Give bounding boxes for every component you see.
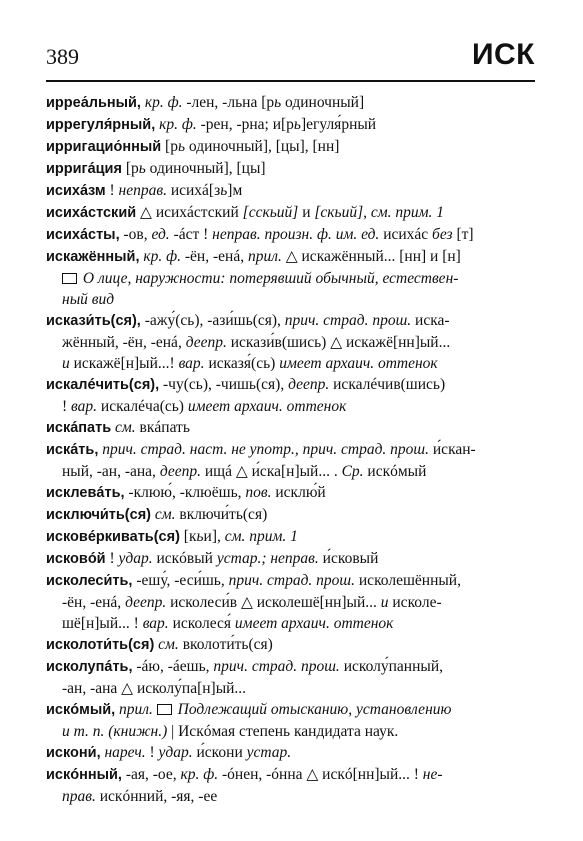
dictionary-entry bbox=[46, 202, 539, 224]
headword: искони́, bbox=[46, 745, 101, 761]
entry-list bbox=[46, 92, 539, 807]
grammar-note: ед. bbox=[151, 226, 170, 243]
entry-line bbox=[46, 699, 539, 721]
entry-line bbox=[46, 396, 539, 417]
entry-line bbox=[46, 786, 539, 807]
headword: искажённый, bbox=[46, 249, 140, 265]
page-header bbox=[46, 38, 535, 78]
grammar-note: ь bbox=[334, 204, 342, 221]
entry-text: включи́ть(ся) bbox=[175, 506, 268, 523]
entry-text: -áст ! bbox=[169, 226, 213, 243]
grammar-note: имеет архаич. оттенок bbox=[234, 615, 394, 632]
grammar-note: кр. ф. bbox=[180, 766, 219, 783]
grammar-note: не- bbox=[422, 766, 443, 783]
grammar-note: вар. bbox=[178, 355, 205, 372]
entry-line bbox=[46, 417, 539, 439]
grammar-note: удар. bbox=[118, 550, 153, 567]
grammar-note: см. bbox=[154, 636, 179, 653]
entry-text: ! bbox=[145, 744, 159, 761]
entry-text: исказя́(сь) bbox=[204, 355, 280, 372]
entry-line bbox=[46, 180, 539, 202]
grammar-note: см. bbox=[150, 506, 176, 523]
entry-text: -óнен, -óнна △ искó[нн]ый... ! bbox=[218, 766, 423, 783]
entry-text: -чу(сь), -чишь(ся), bbox=[159, 376, 289, 393]
headword: исклевáть, bbox=[46, 485, 125, 501]
meaning-box-icon bbox=[157, 704, 172, 715]
section-heading: ИСК bbox=[471, 38, 535, 71]
entry-text: -ан, -ана △ исколу́па[н]ый... bbox=[62, 680, 247, 697]
entry-text: -ов, bbox=[119, 226, 152, 243]
headword: ирригáция bbox=[46, 161, 122, 177]
grammar-note: ный вид bbox=[62, 291, 115, 308]
dictionary-entry bbox=[46, 526, 539, 548]
entry-line bbox=[46, 482, 539, 504]
entry-text: одиночный], [цы], [нн] bbox=[185, 138, 340, 155]
entry-text: -áю, -áешь, bbox=[132, 658, 214, 675]
dictionary-entry bbox=[46, 656, 539, 699]
entry-text: исколеси́в △ исколешё[нн]ый... bbox=[166, 594, 381, 611]
grammar-note: ь bbox=[177, 138, 186, 155]
grammar-note: [сск bbox=[242, 204, 270, 221]
headword: исихáсты, bbox=[46, 227, 120, 243]
entry-line bbox=[46, 742, 539, 764]
dictionary-entry bbox=[46, 634, 539, 656]
headword: искóнный, bbox=[46, 767, 122, 783]
entry-line bbox=[46, 136, 539, 158]
headword: исколоти́ть(ся) bbox=[46, 637, 155, 653]
dictionary-entry bbox=[46, 548, 539, 570]
grammar-note: ий], см. прим. 1 bbox=[341, 204, 445, 221]
grammar-note: кр. ф. bbox=[140, 94, 183, 111]
entry-text: исихáс bbox=[379, 226, 433, 243]
entry-line bbox=[46, 613, 539, 634]
headword: исихáзм bbox=[46, 183, 106, 199]
entry-line bbox=[46, 310, 539, 332]
dictionary-entry bbox=[46, 136, 539, 158]
entry-text: ищá △ и́ска[н]ый... . bbox=[200, 463, 342, 480]
entry-text: искази́в(шись) △ искажё[нн]ый... bbox=[226, 334, 451, 351]
grammar-note: см. bbox=[111, 419, 136, 436]
headword: исколеси́ть, bbox=[46, 573, 133, 589]
entry-text: [к bbox=[179, 528, 197, 545]
entry-text: исколешённый, bbox=[355, 572, 461, 589]
dictionary-entry bbox=[46, 417, 539, 439]
entry-text: и bbox=[298, 204, 315, 221]
headword: исковéркивать(ся) bbox=[46, 529, 180, 545]
entry-text: и́скан- bbox=[429, 441, 476, 458]
grammar-note: нареч. bbox=[100, 744, 146, 761]
dictionary-entry bbox=[46, 180, 539, 202]
entry-text: ! bbox=[105, 550, 119, 567]
headword: искалéчить(ся), bbox=[46, 377, 160, 393]
headword: искáть, bbox=[46, 442, 99, 458]
entry-text: одиночный] bbox=[281, 94, 365, 111]
header-rule bbox=[46, 80, 535, 82]
entry-line bbox=[46, 439, 539, 461]
dictionary-entry bbox=[46, 224, 539, 246]
grammar-note: ь bbox=[220, 182, 228, 199]
grammar-note: неправ. произн. ф. им. ед. bbox=[212, 226, 380, 243]
grammar-note: ь bbox=[274, 94, 282, 111]
page-number: 389 bbox=[46, 44, 79, 69]
grammar-note: и bbox=[380, 594, 389, 611]
headword: искази́ть(ся), bbox=[46, 313, 141, 329]
entry-text: -ён, -енá, bbox=[181, 248, 248, 265]
entry-line bbox=[46, 570, 539, 592]
dictionary-entry bbox=[46, 699, 539, 742]
grammar-note: О лице, наружности: потерявший обычный, естествен- bbox=[79, 270, 459, 287]
grammar-note: пов. bbox=[245, 484, 272, 501]
entry-line bbox=[46, 374, 539, 396]
entry-text: искажё[н]ый...! bbox=[69, 355, 179, 372]
grammar-note: деепр. bbox=[185, 334, 227, 351]
dictionary-entry bbox=[46, 482, 539, 504]
grammar-note: прич. страд. наст. не употр., прич. страд. прош. bbox=[98, 441, 430, 458]
entry-line bbox=[46, 202, 539, 224]
entry-text: -ён, -енá, bbox=[62, 594, 126, 611]
grammar-note: деепр. bbox=[125, 594, 167, 611]
entry-text: △ искажённый... [нн] и [н] bbox=[281, 248, 461, 265]
entry-text: искóмый bbox=[363, 463, 427, 480]
entry-text: -ажу́(сь), -ази́шь(ся), bbox=[140, 312, 285, 329]
entry-text: иска- bbox=[411, 312, 450, 329]
grammar-note: удар. bbox=[158, 744, 193, 761]
grammar-note: без bbox=[432, 226, 453, 243]
grammar-note: и bbox=[62, 355, 70, 372]
dictionary-entry bbox=[46, 439, 539, 482]
entry-text: одиночный], [цы] bbox=[145, 160, 266, 177]
dictionary-entry bbox=[46, 158, 539, 180]
meaning-box-icon bbox=[62, 273, 77, 284]
grammar-note: прав. bbox=[62, 788, 96, 805]
entry-text: [р bbox=[121, 160, 139, 177]
entry-text: [р bbox=[161, 138, 178, 155]
entry-text: искалéчив(шись) bbox=[329, 376, 446, 393]
grammar-note: прил. bbox=[247, 248, 282, 265]
entry-text: вкáпать bbox=[135, 419, 190, 436]
entry-line bbox=[46, 289, 539, 310]
entry-text: ]егуля́рный bbox=[300, 116, 377, 133]
entry-line bbox=[46, 224, 539, 246]
grammar-note: устар. bbox=[246, 744, 292, 761]
entry-text: жённый, -ён, -енá, bbox=[62, 334, 186, 351]
entry-text: △ исихáстский bbox=[136, 204, 243, 221]
grammar-note: ий] bbox=[276, 204, 299, 221]
grammar-note: неправ. bbox=[118, 182, 167, 199]
grammar-note: и т. п. (книжн.) bbox=[62, 723, 168, 740]
entry-line bbox=[46, 158, 539, 180]
entry-text: ! bbox=[62, 398, 72, 415]
dictionary-entry bbox=[46, 570, 539, 634]
entry-text: исколу́панный, bbox=[339, 658, 443, 675]
entry-line bbox=[46, 678, 539, 699]
entry-text: исколеся́ bbox=[168, 615, 235, 632]
entry-line bbox=[46, 114, 539, 136]
entry-line bbox=[46, 504, 539, 526]
entry-line bbox=[46, 656, 539, 678]
headword: ирреа́льный, bbox=[46, 95, 141, 111]
entry-text: искалéча(сь) bbox=[97, 398, 188, 415]
entry-text: ный, -ан, -ана, bbox=[62, 463, 160, 480]
entry-text: вколоти́ть(ся) bbox=[178, 636, 273, 653]
entry-text: искóвый bbox=[152, 550, 217, 567]
entry-line bbox=[46, 92, 539, 114]
headword: иррегуля́рный, bbox=[46, 117, 156, 133]
grammar-note: прич. страд. прош. bbox=[213, 658, 340, 675]
entry-line bbox=[46, 592, 539, 613]
entry-line bbox=[46, 721, 539, 742]
entry-text: ! bbox=[105, 182, 119, 199]
entry-line bbox=[46, 353, 539, 374]
entry-line bbox=[46, 548, 539, 570]
entry-text: искóнний, -яя, -ее bbox=[95, 788, 218, 805]
entry-text: и], bbox=[203, 528, 225, 545]
dictionary-entry bbox=[46, 504, 539, 526]
dictionary-entry bbox=[46, 374, 539, 417]
entry-text: исклю́й bbox=[271, 484, 326, 501]
entry-text: -рен, -рна; и[р bbox=[196, 116, 294, 133]
entry-text: [т] bbox=[452, 226, 474, 243]
headword: исключи́ть(ся) bbox=[46, 507, 151, 523]
entry-text: шё[н]ый... ! bbox=[62, 615, 143, 632]
entry-text: -лен, -льна [р bbox=[182, 94, 275, 111]
dictionary-entry bbox=[46, 742, 539, 764]
entry-text: ]м bbox=[227, 182, 243, 199]
grammar-note: прич. страд. прош. bbox=[284, 312, 412, 329]
entry-text: | Искóмая степень кандидата наук. bbox=[167, 723, 399, 740]
grammar-note: см. прим. 1 bbox=[224, 528, 298, 545]
entry-text: -ешу́, -еси́шь, bbox=[132, 572, 229, 589]
entry-line bbox=[46, 634, 539, 656]
entry-line bbox=[46, 268, 539, 289]
grammar-note: кр. ф. bbox=[139, 248, 182, 265]
grammar-note: Подлежащий отысканию, установлению bbox=[173, 701, 452, 718]
headword: исколупáть, bbox=[46, 659, 133, 675]
grammar-note: вар. bbox=[71, 398, 98, 415]
entry-text: -клюю́, -клюёшь, bbox=[124, 484, 246, 501]
entry-line bbox=[46, 246, 539, 268]
grammar-note: Ср. bbox=[341, 463, 364, 480]
headword: ирригацио́нный bbox=[46, 139, 162, 155]
entry-line bbox=[46, 461, 539, 482]
grammar-note: кр. ф. bbox=[155, 116, 197, 133]
grammar-note: деепр. bbox=[159, 463, 201, 480]
entry-text: -ая, -ое, bbox=[121, 766, 181, 783]
dictionary-entry bbox=[46, 246, 539, 310]
entry-line bbox=[46, 764, 539, 786]
grammar-note: [ск bbox=[314, 204, 335, 221]
grammar-note: имеет архаич. оттенок bbox=[279, 355, 438, 372]
grammar-note: вар. bbox=[142, 615, 169, 632]
entry-text: и́сковый bbox=[318, 550, 379, 567]
dictionary-entry bbox=[46, 310, 539, 374]
entry-text: исихá[з bbox=[166, 182, 221, 199]
grammar-note: прил. bbox=[115, 701, 153, 718]
grammar-note: деепр. bbox=[288, 376, 330, 393]
grammar-note: ь bbox=[293, 116, 301, 133]
dictionary-entry bbox=[46, 92, 539, 114]
entry-line bbox=[46, 526, 539, 548]
entry-text: исколе- bbox=[388, 594, 442, 611]
grammar-note: прич. страд. прош. bbox=[228, 572, 356, 589]
grammar-note: ь bbox=[196, 528, 204, 545]
entry-text: и́скони bbox=[192, 744, 247, 761]
headword: исковóй bbox=[46, 551, 106, 567]
headword: искáпать bbox=[46, 420, 112, 436]
grammar-note: устар.; неправ. bbox=[216, 550, 319, 567]
dictionary-entry bbox=[46, 114, 539, 136]
grammar-note: ь bbox=[138, 160, 146, 177]
entry-line bbox=[46, 332, 539, 353]
headword: исихáстский bbox=[46, 205, 137, 221]
headword: искóмый, bbox=[46, 702, 116, 718]
dictionary-entry bbox=[46, 764, 539, 807]
grammar-note: имеет архаич. оттенок bbox=[187, 398, 347, 415]
grammar-note: ь bbox=[269, 204, 277, 221]
